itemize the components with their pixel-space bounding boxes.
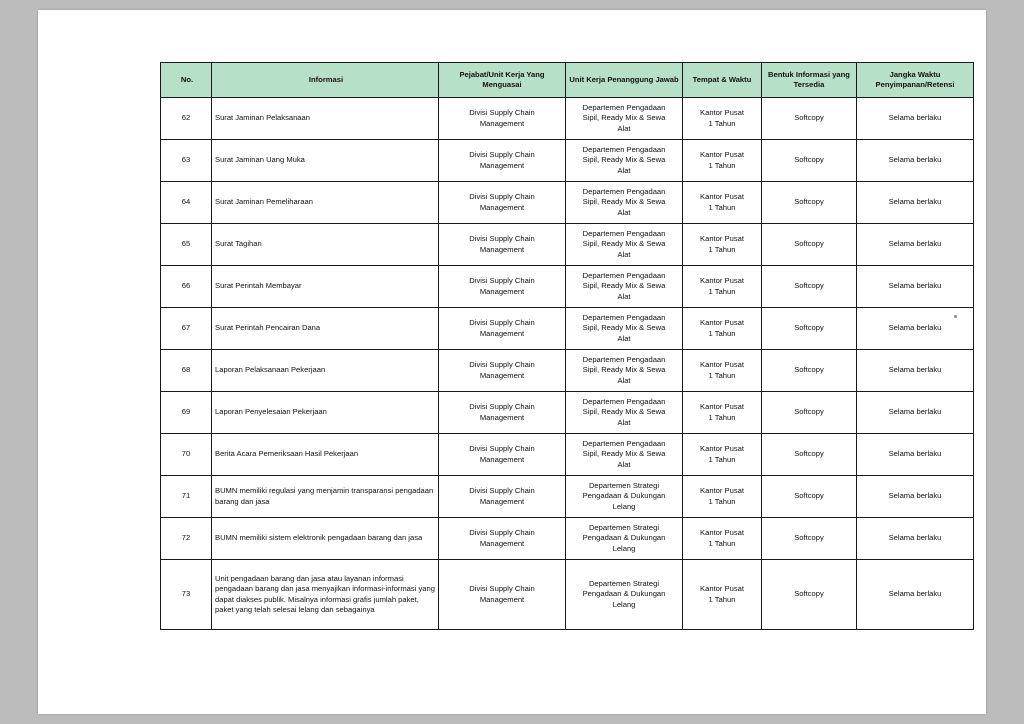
cell-tempat-waktu-line: 1 Tahun [708,594,736,604]
column-header-jangka-line2: Penyimpanan/Retensi [875,80,955,89]
cell-tempat-waktu-line: 1 Tahun [708,244,736,254]
cell-pejabat [439,140,566,182]
cell-no: 69 [161,392,212,434]
cell-tempat-waktu-line: 1 Tahun [708,202,736,212]
cell-unit-penanggung [566,308,683,350]
column-header-pejabat-line1: Pejabat/Unit Kerja Yang [459,69,545,79]
cell-tempat-waktu [683,350,762,392]
cell-tempat-waktu [683,476,762,518]
cell-unit-penanggung-line: Pengadaan & Dukungan [582,491,666,501]
cell-unit-penanggung-line: Alat [617,249,631,259]
cell-informasi: Laporan Penyelesaian Pekerjaan [212,392,439,434]
cell-informasi: Laporan Pelaksanaan Pekerjaan [212,350,439,392]
cell-unit-penanggung-line: Departemen Pengadaan [582,229,666,239]
table-row [161,98,974,140]
cell-pejabat-line: Divisi Supply Chain [469,108,535,118]
cell-unit-penanggung-line: Departemen Pengadaan [582,145,666,155]
cell-informasi: Surat Jaminan Uang Muka [212,140,439,182]
cell-jangka-waktu: Selama berlaku [857,224,974,266]
cell-tempat-waktu [683,518,762,560]
cell-no: 73 [161,560,212,630]
table-row [161,350,974,392]
cell-unit-penanggung-line: Departemen Strategi [588,481,660,491]
cell-pejabat [439,434,566,476]
cell-pejabat-line: Divisi Supply Chain [469,192,535,202]
cell-tempat-waktu-line: 1 Tahun [708,160,736,170]
cell-tempat-waktu-line: 1 Tahun [708,538,736,548]
cell-unit-penanggung-line: Departemen Pengadaan [582,397,666,407]
cell-tempat-waktu-line: Kantor Pusat [700,318,744,328]
cell-no: 72 [161,518,212,560]
table-row [161,518,974,560]
cell-pejabat-line: Management [479,496,525,506]
information-table-container [160,62,955,630]
cell-informasi: Surat Jaminan Pemeliharaan [212,182,439,224]
cell-pejabat-line: Management [479,202,525,212]
cell-unit-penanggung-line: Alat [617,375,631,385]
cell-unit-penanggung-line: Departemen Pengadaan [582,355,666,365]
cell-bentuk-informasi: Softcopy [762,350,857,392]
cell-tempat-waktu [683,98,762,140]
cell-bentuk-informasi: Softcopy [762,392,857,434]
table-row [161,476,974,518]
cell-jangka-waktu: Selama berlaku [857,476,974,518]
cell-jangka-waktu: Selama berlaku [857,266,974,308]
cell-tempat-waktu-line: Kantor Pusat [700,584,744,594]
cell-jangka-waktu: Selama berlaku [857,392,974,434]
cell-pejabat-line: Divisi Supply Chain [469,528,535,538]
cell-pejabat [439,98,566,140]
column-header-jangka-waktu [857,63,974,98]
cell-jangka-waktu: Selama berlaku [857,434,974,476]
cell-no: 63 [161,140,212,182]
cell-unit-penanggung [566,392,683,434]
cell-pejabat-line: Divisi Supply Chain [469,486,535,496]
cell-bentuk-informasi: Softcopy [762,182,857,224]
cell-informasi: Surat Perintah Membayar [212,266,439,308]
column-header-pejabat [439,63,566,98]
cell-tempat-waktu [683,308,762,350]
cell-unit-penanggung-line: Sipil, Ready Mix & Sewa [582,323,666,333]
cell-tempat-waktu-line: 1 Tahun [708,412,736,422]
cell-tempat-waktu-line: Kantor Pusat [700,108,744,118]
cell-unit-penanggung-line: Sipil, Ready Mix & Sewa [582,365,666,375]
page-speck [954,315,957,318]
cell-tempat-waktu-line: 1 Tahun [708,454,736,464]
cell-tempat-waktu-line: Kantor Pusat [700,402,744,412]
cell-informasi: BUMN memiliki sistem elektronik pengadaan barang dan jasa [212,518,439,560]
table-body [161,98,974,630]
cell-unit-penanggung-line: Sipil, Ready Mix & Sewa [582,155,666,165]
cell-no: 65 [161,224,212,266]
public-information-table [160,62,974,630]
column-header-tempat-line2: Waktu [728,74,752,84]
cell-tempat-waktu [683,182,762,224]
cell-informasi: Berita Acara Pemeriksaan Hasil Pekerjaan [212,434,439,476]
cell-unit-penanggung [566,98,683,140]
cell-unit-penanggung [566,518,683,560]
cell-no: 68 [161,350,212,392]
cell-tempat-waktu [683,392,762,434]
cell-tempat-waktu-line: Kantor Pusat [700,150,744,160]
cell-pejabat-line: Management [479,454,525,464]
cell-pejabat-line: Divisi Supply Chain [469,150,535,160]
cell-unit-penanggung [566,350,683,392]
table-row [161,308,974,350]
cell-bentuk-informasi: Softcopy [762,434,857,476]
cell-jangka-waktu: Selama berlaku [857,350,974,392]
cell-jangka-waktu: Selama berlaku [857,560,974,630]
cell-no: 66 [161,266,212,308]
cell-tempat-waktu-line: Kantor Pusat [700,444,744,454]
cell-bentuk-informasi: Softcopy [762,476,857,518]
cell-pejabat-line: Divisi Supply Chain [469,402,535,412]
cell-pejabat [439,518,566,560]
column-header-pejabat-line2: Menguasai [482,80,522,89]
cell-no: 70 [161,434,212,476]
cell-unit-penanggung [566,224,683,266]
cell-unit-penanggung-line: Pengadaan & Dukungan [582,589,666,599]
cell-pejabat-line: Management [479,412,525,422]
cell-pejabat-line: Divisi Supply Chain [469,234,535,244]
cell-tempat-waktu-line: Kantor Pusat [700,192,744,202]
cell-unit-penanggung-line: Departemen Pengadaan [582,313,666,323]
cell-pejabat-line: Management [479,118,525,128]
cell-unit-penanggung-line: Alat [617,459,631,469]
cell-tempat-waktu-line: 1 Tahun [708,496,736,506]
cell-tempat-waktu-line: Kantor Pusat [700,528,744,538]
cell-bentuk-informasi: Softcopy [762,308,857,350]
cell-pejabat-line: Divisi Supply Chain [469,276,535,286]
cell-unit-penanggung-line: Sipil, Ready Mix & Sewa [582,449,666,459]
cell-unit-penanggung-line: Departemen Pengadaan [582,103,666,113]
cell-unit-penanggung [566,266,683,308]
cell-unit-penanggung-line: Sipil, Ready Mix & Sewa [582,197,666,207]
column-header-bentuk-line1: Bentuk Informasi [768,69,831,79]
cell-informasi: BUMN memiliki regulasi yang menjamin transparansi pengadaan barang dan jasa [212,476,439,518]
cell-no: 64 [161,182,212,224]
cell-pejabat-line: Divisi Supply Chain [469,360,535,370]
table-header [161,63,974,98]
cell-pejabat [439,476,566,518]
cell-bentuk-informasi: Softcopy [762,518,857,560]
column-header-tempat-line1: Tempat & [692,74,727,84]
cell-pejabat [439,350,566,392]
cell-unit-penanggung-line: Lelang [612,543,636,553]
cell-pejabat [439,392,566,434]
cell-pejabat [439,182,566,224]
cell-pejabat-line: Management [479,328,525,338]
cell-pejabat [439,224,566,266]
cell-jangka-waktu: Selama berlaku [857,182,974,224]
cell-unit-penanggung [566,434,683,476]
cell-pejabat [439,266,566,308]
cell-pejabat-line: Divisi Supply Chain [469,584,535,594]
column-header-bentuk-informasi [762,63,857,98]
cell-unit-penanggung-line: Departemen Pengadaan [582,187,666,197]
cell-no: 71 [161,476,212,518]
cell-pejabat-line: Management [479,538,525,548]
cell-unit-penanggung-line: Alat [617,123,631,133]
cell-tempat-waktu [683,560,762,630]
cell-tempat-waktu-line: 1 Tahun [708,286,736,296]
cell-bentuk-informasi: Softcopy [762,140,857,182]
cell-unit-penanggung-line: Alat [617,165,631,175]
column-header-no: No. [161,63,212,98]
cell-tempat-waktu [683,224,762,266]
cell-tempat-waktu-line: Kantor Pusat [700,486,744,496]
cell-tempat-waktu-line: 1 Tahun [708,370,736,380]
table-row [161,560,974,630]
cell-unit-penanggung-line: Alat [617,207,631,217]
cell-jangka-waktu: Selama berlaku [857,140,974,182]
column-header-tempat-waktu [683,63,762,98]
column-header-jangka-line1: Jangka Waktu [889,69,941,79]
cell-informasi: Surat Jaminan Pelaksanaan [212,98,439,140]
cell-pejabat-line: Divisi Supply Chain [469,444,535,454]
cell-unit-penanggung-line: Pengadaan & Dukungan [582,533,666,543]
table-row [161,224,974,266]
cell-tempat-waktu-line: Kantor Pusat [700,234,744,244]
cell-informasi: Surat Tagihan [212,224,439,266]
cell-jangka-waktu: Selama berlaku [857,98,974,140]
cell-bentuk-informasi: Softcopy [762,224,857,266]
cell-unit-penanggung-line: Alat [617,291,631,301]
cell-informasi: Unit pengadaan barang dan jasa atau layanan informasi pengadaan barang dan jasa menyajikan informasi-informasi yang dapat diakses publik. Misalnya informasi grafis jumlah paket, paket yang telah selesai lelang dan sebagainya [212,560,439,630]
cell-bentuk-informasi: Softcopy [762,266,857,308]
cell-unit-penanggung-line: Sipil, Ready Mix & Sewa [582,113,666,123]
cell-tempat-waktu-line: Kantor Pusat [700,276,744,286]
table-row [161,266,974,308]
cell-tempat-waktu [683,434,762,476]
column-header-bentuk-line2: yang Tersedia [793,69,850,89]
cell-pejabat-line: Management [479,286,525,296]
cell-unit-penanggung [566,182,683,224]
cell-pejabat [439,560,566,630]
cell-unit-penanggung [566,476,683,518]
table-row [161,434,974,476]
cell-unit-penanggung-line: Sipil, Ready Mix & Sewa [582,239,666,249]
cell-jangka-waktu: Selama berlaku [857,518,974,560]
cell-unit-penanggung-line: Alat [617,417,631,427]
cell-unit-penanggung-line: Lelang [612,599,636,609]
cell-unit-penanggung-line: Sipil, Ready Mix & Sewa [582,281,666,291]
cell-pejabat-line: Divisi Supply Chain [469,318,535,328]
cell-no: 62 [161,98,212,140]
cell-pejabat-line: Management [479,244,525,254]
cell-unit-penanggung-line: Departemen Pengadaan [582,271,666,281]
column-header-unit-line2: Jawab [655,74,679,84]
cell-unit-penanggung-line: Departemen Pengadaan [582,439,666,449]
cell-unit-penanggung-line: Departemen Strategi [588,523,660,533]
cell-tempat-waktu-line: 1 Tahun [708,118,736,128]
table-header-row [161,63,974,98]
column-header-unit-line1: Unit Kerja Penanggung [569,74,654,84]
cell-tempat-waktu [683,140,762,182]
cell-pejabat-line: Management [479,594,525,604]
table-row [161,392,974,434]
cell-tempat-waktu-line: Kantor Pusat [700,360,744,370]
cell-unit-penanggung-line: Departemen Strategi [588,579,660,589]
table-row [161,182,974,224]
column-header-unit-penanggung [566,63,683,98]
cell-bentuk-informasi: Softcopy [762,560,857,630]
cell-pejabat [439,308,566,350]
cell-unit-penanggung-line: Sipil, Ready Mix & Sewa [582,407,666,417]
cell-unit-penanggung-line: Alat [617,333,631,343]
cell-unit-penanggung [566,560,683,630]
table-row [161,140,974,182]
cell-unit-penanggung-line: Lelang [612,501,636,511]
cell-jangka-waktu: Selama berlaku [857,308,974,350]
cell-tempat-waktu [683,266,762,308]
cell-tempat-waktu-line: 1 Tahun [708,328,736,338]
document-page [38,10,986,714]
column-header-informasi: Informasi [212,63,439,98]
cell-bentuk-informasi: Softcopy [762,98,857,140]
cell-no: 67 [161,308,212,350]
cell-pejabat-line: Management [479,160,525,170]
cell-pejabat-line: Management [479,370,525,380]
cell-unit-penanggung [566,140,683,182]
cell-informasi: Surat Perintah Pencairan Dana [212,308,439,350]
